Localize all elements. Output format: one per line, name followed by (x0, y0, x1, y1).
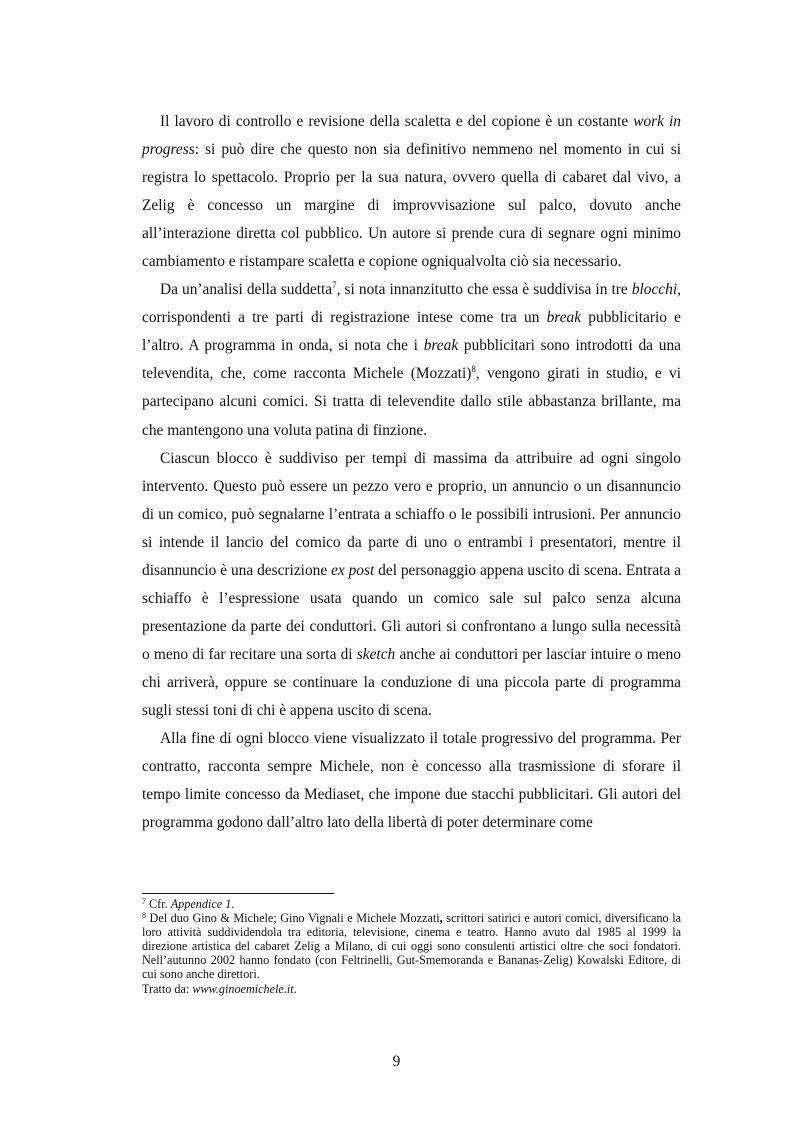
footnote (142, 982, 681, 996)
text-run: Il lavoro di controllo e revisione della scaletta e del copione è un costante (160, 113, 634, 130)
italic-text: www.ginoemichele.it (192, 981, 294, 996)
footnote-marker: 8 (142, 911, 146, 921)
text-run: Del duo Gino & Michele; Gino Vignali e Michele Mozzati (146, 911, 440, 926)
text-run: del personaggio appena uscito di scena. Entrata a schiaffo è l’espressione usata quando un comico sale sul palco senza alcuna presentazione da parte dei conduttori. Gli autori si confrontano a lungo sulla necessità o meno di far recitare una sorta di (142, 561, 682, 663)
footnote-marker: 7 (332, 280, 337, 291)
footnote-marker: 8 (471, 364, 476, 375)
text-run: Tratto da: (142, 981, 193, 996)
italic-text: Appendice 1 (170, 897, 232, 911)
footnote-separator (142, 893, 334, 894)
text-run: , vengono girati in studio, e vi partecipano alcuni comici. Si tratta di televendite dallo stile abbastanza brillante, ma che mantengono una voluta patina di finzione. (142, 365, 681, 439)
text-run: , corrispondenti a tre parti di registrazione intese come tra un (142, 281, 681, 327)
text-run: Ciascun blocco è suddiviso per tempi di massima da attribuire ad ogni singolo intervento. Questo può essere un pezzo vero e proprio, un annuncio o un disannuncio di un comico, può segnalarne l’entrata a schiaffo o le possibili intrusioni. Per annuncio si intende il lancio del comico da parte di uno o entrambi i presentatori, mentre il disannuncio è una descrizione (142, 449, 681, 579)
text-run: : si può dire che questo non sia definitivo nemmeno nel momento in cui si registra lo spettacolo. Proprio per la sua natura, ovvero quella di cabaret dal vivo, a Zelig è concesso un margine di improvvisazione sul palco, dovuto anche all’interazione diretta col pubblico. Un autore si prende cura di segnare ogni minimo cambiamento e ristampare scaletta e copione ogniqualvolta ciò sia necessario. (142, 141, 681, 271)
footnotes (142, 897, 681, 996)
italic-text: ex post (331, 561, 375, 579)
footnote-marker: 7 (142, 897, 146, 906)
text-run: . (293, 981, 297, 996)
text-run: . (231, 897, 235, 911)
body-paragraph (142, 276, 681, 444)
body-text (142, 108, 681, 837)
italic-text: break (546, 309, 582, 327)
page-number: 9 (392, 1053, 401, 1070)
text-run: Da un’analisi della suddetta (160, 281, 333, 299)
footnote (142, 897, 681, 911)
italic-text: break (423, 337, 459, 355)
text-run: pubblicitario e l’altro. A programma in onda, si nota che i (142, 309, 681, 355)
footnote (142, 911, 681, 981)
text-run: Alla fine di ogni blocco viene visualizzato il totale progressivo del programma. Per contratto, racconta sempre Michele, non è concesso alla trasmissione di sforare il tempo limite concesso da Mediaset, che impone due stacchi pubblicitari. Gli autori del programma godono dall’altro lato della libertà di poter determinare come (142, 730, 681, 832)
text-run: , si nota innanzitutto che essa è suddivisa in tre (336, 281, 632, 299)
text-run: scrittori satirici e autori comici, diversificano la loro attività suddividendola tra editoria, televisione, cinema e teatro. Hanno avuto dal 1985 al 1999 la direzione artistica del cabaret Zelig a Milano, di cui oggi sono consulenti artistici oltre che soci fondatori. Nell’autunno 2002 hanno fondato (con Feltrinelli, Gut-Smemoranda e Bananas-Zelig) Kowalski Editore, di cui sono anche direttori. (142, 911, 681, 982)
italic-text: blocchi (631, 281, 678, 299)
italic-text: sketch (356, 645, 396, 663)
bold-text: , (439, 911, 443, 926)
text-run: pubblicitari sono introdotti da una televendita, che, come racconta Michele (Mozzati) (142, 337, 681, 383)
text-run: Cfr. (146, 897, 171, 911)
body-paragraph (142, 725, 681, 837)
text-run: anche ai conduttori per lasciar intuire o meno chi arriverà, oppure se continuare la conduzione di una piccola parte di programma sugli stessi toni di chi è appena uscito di scena. (142, 645, 681, 719)
body-paragraph (142, 108, 681, 276)
body-paragraph (142, 445, 681, 725)
italic-text: work in progress (142, 113, 682, 159)
